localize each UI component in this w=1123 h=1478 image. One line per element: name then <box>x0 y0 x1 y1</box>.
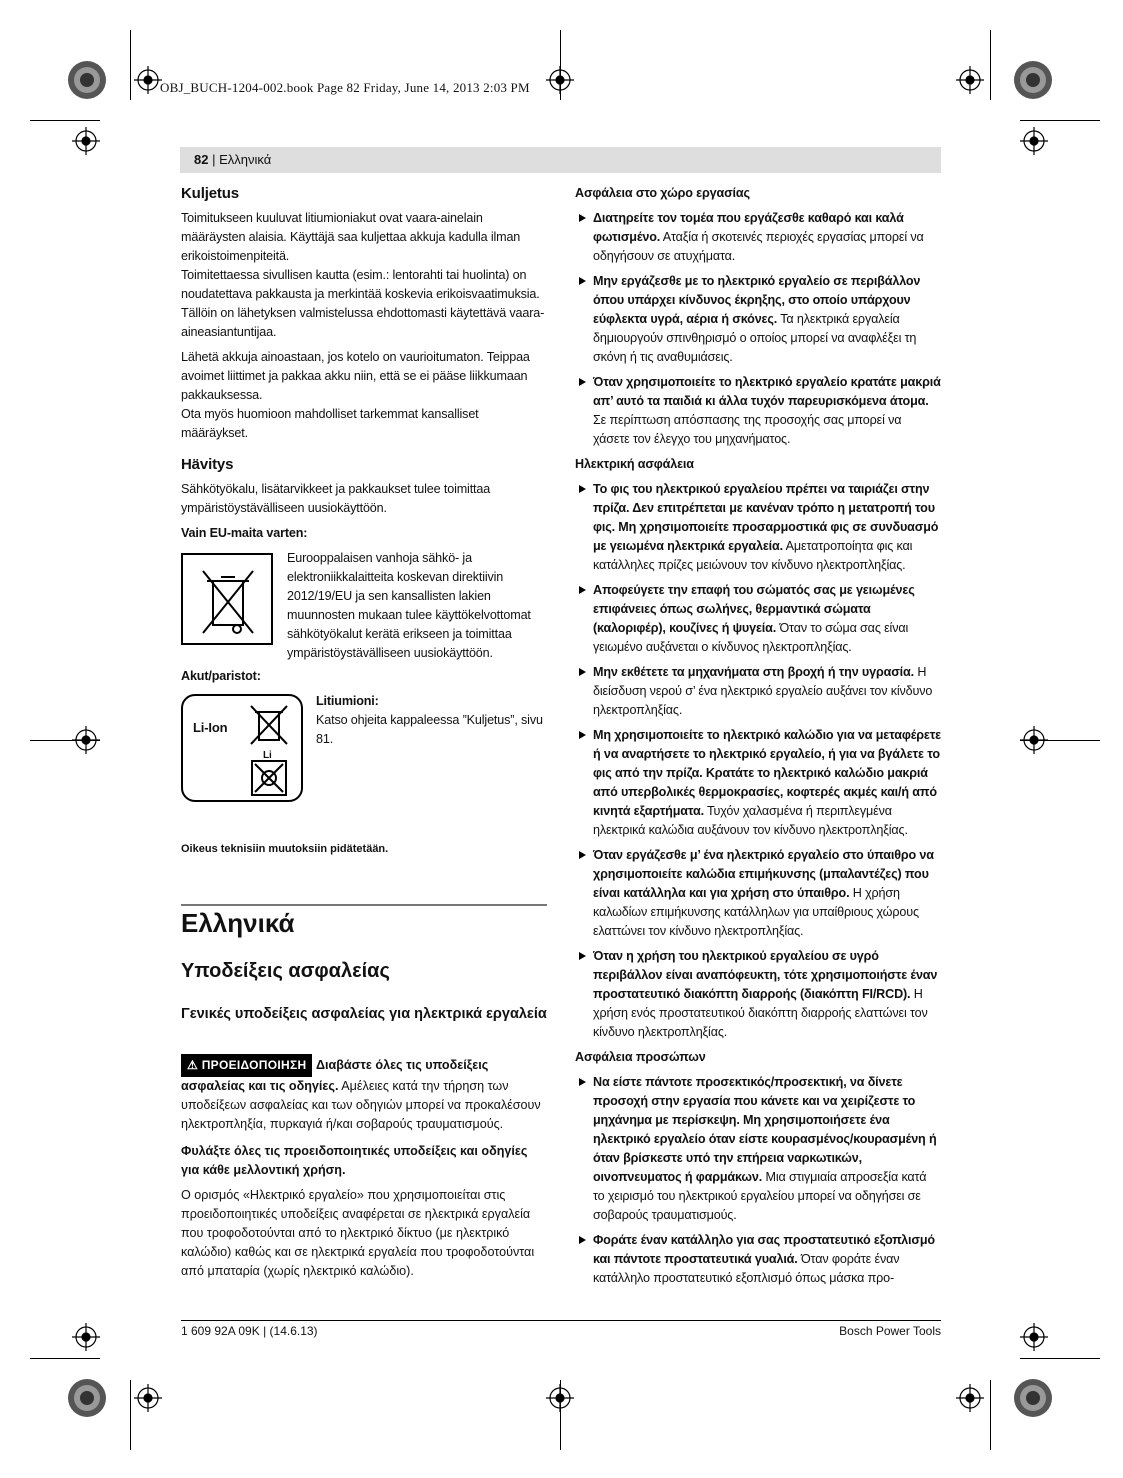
bullet-item <box>575 726 941 840</box>
footer-rule <box>181 1320 941 1321</box>
electrical-title: Ηλεκτρική ασφάλεια <box>575 457 694 471</box>
eu-block <box>181 549 547 667</box>
bullet-text: Αταξία ή σκοτεινές περιοχές εργασίας μπορεί να οδηγήσουν σε ατυχήματα. <box>593 230 924 263</box>
rights-notice: Oikeus teknisiin muutoksiin pidätetään. <box>181 843 389 855</box>
bullet-text: Η χρήση ενός προστατευτικού διακόπτη διαρροής ελαττώνει τον κίνδυνο ηλεκτροπληξίας. <box>593 987 928 1039</box>
bullet-item <box>575 581 941 657</box>
liion-block <box>181 692 547 802</box>
weee-bin-icon <box>181 553 273 645</box>
bullet-bold: Να είστε πάντοτε προσεκτικός/προσεκτική, να δίνετε προσοχή στην εργασία που κάνετε και να χειρίζεστε το μηχάνημα με περίσκεψη. Μη χρησιμοποιήσετε ένα ηλεκτρικό εργαλείο όταν είστε κουρασμένος/κουρασμένη ή όταν βρίσκεστε υπό την επήρεια ναρκωτικών, οινοπνευματος ή φαρμάκων. <box>593 1075 937 1184</box>
left-column <box>181 184 547 802</box>
bullet-bold: Όταν χρησιμοποιείτε το ηλεκτρικό εργαλείο κρατάτε μακριά απ’ αυτό τα παιδιά κι άλλα τυχόν παρευρισκόμενα άτομα. <box>593 375 941 408</box>
bullet-text: Όταν το σώμα σας είναι γειωμένο αυξάνεται ο κίνδυνος ηλεκτροπληξίας. <box>593 621 909 654</box>
bullet-item <box>575 209 941 266</box>
header-section: Ελληνικά <box>219 152 272 167</box>
liion-text: Katso ohjeita kappaleessa ”Kuljetus”, sivu 81. <box>316 713 543 746</box>
bullet-item <box>575 1073 941 1225</box>
warning-badge: ⚠ ΠΡΟΕΙΔΟΠΟΙΗΣΗ <box>181 1054 312 1077</box>
transport-title: Kuljetus <box>181 185 239 202</box>
page-header: 82 | Ελληνικά <box>180 147 941 173</box>
recycle-battery-icon <box>251 760 287 796</box>
bullet-text: Η χρήση καλωδίων επιμήκυνσης κατάλληλων για υπαίθριους χώρους ελαττώνει τον κίνδυνο ηλεκτροπληξίας. <box>593 886 919 938</box>
eu-text: Eurooppalaisen vanhoja sähkö- ja elektroniikkalaitteita koskevan direktiivin 2012/19/EU ja sen kansallisten lakien muunnosten mukaan tulee käyttökelvottomat sähkötyökalut kerätä erikseen ja toimittaa ympäristöystävälliseen uusiokäyttöön. <box>287 551 531 660</box>
bullet-text: Η διείσδυση νερού σ’ ένα ηλεκτρικό εργαλείο αυξάνει τον κίνδυνο ηλεκτροπληξίας. <box>593 665 933 717</box>
warning-bold: Διαβάστε όλες τις υποδείξεις ασφαλείας και τις οδηγίες. <box>181 1058 489 1093</box>
section-divider <box>181 904 547 906</box>
transport-p2: Toimitettaessa sivullisen kautta (esim.: lentorahti tai huolinta) on noudatettava pakkausta ja merkintää koskevia erikoisvaatimuksia. Tällöin on lähetyksen valmistelussa ehdottomasti käytettävä vaara-aineasiantuntijaa. <box>181 268 545 339</box>
bullet-bold: Αποφεύγετε την επαφή του σώματός σας με γειωμένες επιφάνειες όπως σωλήνες, θερμαντικά σώματα (καλοριφέρ), κουζίνες ή ψυγεία. <box>593 583 915 635</box>
bullet-bold: Όταν η χρήση του ηλεκτρικού εργαλείου σε υγρό περιβάλλον είναι αναπόφευκτη, τότε χρησιμοποιήστε έναν προστατευτικό διακόπτη διαρροής (διακόπτη FI/RCD). <box>593 949 938 1001</box>
page-number: 82 <box>194 152 209 167</box>
disposal-p1: Sähkötyökalu, lisätarvikkeet ja pakkaukset tulee toimittaa ympäristöystävälliseen uusiokäyttöön. <box>181 482 491 515</box>
batteries-title: Akut/paristot: <box>181 669 261 683</box>
keep-instructions: Φυλάξτε όλες τις προειδοποιητικές υποδείξεις και οδηγίες για κάθε μελλοντική χρήση. <box>181 1144 528 1177</box>
bullet-text: Μια στιγμιαία απροσεξία κατά το χειρισμό του ηλεκτρικού εργαλείου μπορεί να οδηγήσει σε σοβαρούς τραυματισμούς. <box>593 1170 927 1222</box>
bullet-bold: Μη χρησιμοποιείτε το ηλεκτρικό καλώδιο για να μεταφέρετε ή να αναρτήσετε το ηλεκτρικό εργαλείο, ή για να βγάλετε το φις από την πρίζα. Κρατάτε το ηλεκτρικό καλώδιο μακριά από υπερβολικές θερμοκρασίες, κοφτερές ακμές και/ή από κινητά εξαρτήματα. <box>593 728 941 818</box>
liion-symbol <box>181 694 303 802</box>
bullet-item <box>575 947 941 1042</box>
greek-section-title: Ελληνικά <box>181 908 295 938</box>
bullet-item <box>575 272 941 367</box>
bullet-item <box>575 1231 941 1288</box>
eu-title: Vain EU-maita varten: <box>181 526 308 540</box>
warning-text: Αμέλειες κατά την τήρηση των υποδείξεων ασφαλείας και των οδηγιών μπορεί να προκαλέσουν ηλεκτροπληξία, πυρκαγιά ή/και σοβαρούς τραυματισμούς. <box>181 1079 541 1131</box>
bullet-text: Αμετατροποίητα φις και κατάλληλες πρίζες μειώνουν τον κίνδυνο ηλεκτροπληξίας. <box>593 539 913 572</box>
bullet-bold: Το φις του ηλεκτρικού εργαλείου πρέπει να ταιριάζει στην πρίζα. Δεν επιτρέπεται με κανέναν τρόπο η μετατροπή του φις. Μη χρησιμοποιείτε προσαρμοστικά φις σε συνδυασμό με γειωμένα ηλεκτρικά εργαλεία. <box>593 482 939 553</box>
bullet-text: Όταν φοράτε έναν κατάλληλο προστατευτικό εξοπλισμό όπως μάσκα προ- <box>593 1252 900 1285</box>
bullet-bold: Μην εκθέτετε τα μηχανήματα στη βροχή ή την υγρασία. <box>593 665 914 679</box>
bullet-item <box>575 480 941 575</box>
print-header: OBJ_BUCH-1204-002.book Page 82 Friday, June 14, 2013 2:03 PM <box>160 80 530 95</box>
bullet-item <box>575 663 941 720</box>
bullet-bold: Διατηρείτε τον τομέα που εργάζεσθε καθαρό και καλά φωτισμένο. <box>593 211 904 244</box>
personal-list <box>575 1073 941 1288</box>
bullet-text: Τα ηλεκτρικά εργαλεία δημιουργούν σπινθηρισμό ο οποίος μπορεί να αναφλέξει τη σκόνη ή τις αναθυμιάσεις. <box>593 312 917 364</box>
bullet-bold: Φοράτε έναν κατάλληλο για σας προστατευτικό εξοπλισμό και πάντοτε προστατευτικά γυαλιά. <box>593 1233 935 1266</box>
work-area-list <box>575 209 941 449</box>
safety-title: Υποδείξεις ασφαλείας <box>181 960 390 982</box>
li-small-label: Li <box>263 750 272 761</box>
transport-p1: Toimitukseen kuuluvat litiumioniakut ovat vaara-ainelain määräysten alaisia. Käyttäjä saa kuljettaa akkuja kadulla ilman erikoistoimenpiteitä. <box>181 211 521 263</box>
warning-block <box>181 1054 547 1281</box>
work-area-title: Ασφάλεια στο χώρο εργασίας <box>575 186 750 200</box>
right-column <box>575 184 941 1294</box>
footer-right: Bosch Power Tools <box>839 1324 941 1338</box>
transport-p3: Lähetä akkuja ainoastaan, jos kotelo on vaurioitumaton. Teippaa avoimet liittimet ja pakkaa akku niin, että se ei pääse liikkumaan pakkauksessa. <box>181 350 530 402</box>
electrical-list <box>575 480 941 1042</box>
bullet-text: Τυχόν χαλασμένα ή περιπλεγμένα ηλεκτρικά καλώδια αυξάνουν τον κίνδυνο ηλεκτροπληξίας. <box>593 804 908 837</box>
personal-title: Ασφάλεια προσώπων <box>575 1050 706 1064</box>
bullet-item <box>575 373 941 449</box>
transport-p4: Ota myös huomioon mahdolliset tarkemmat kansalliset määräykset. <box>181 407 479 440</box>
term-definition: Ο ορισμός «Ηλεκτρικό εργαλείο» που χρησιμοποιείται στις προειδοποιητικές υποδείξεις αναφέρεται σε ηλεκτρικά εργαλεία που τροφοδοτούνται από το ηλεκτρικό δίκτυο (με ηλεκτρικό καλώδιο) καθώς και σε ηλεκτρικά εργαλεία που τροφοδοτούνται από μπαταρία (χωρίς ηλεκτρικό καλώδιο). <box>181 1188 535 1278</box>
disposal-title: Hävitys <box>181 456 234 473</box>
general-safety-title: Γενικές υποδείξεις ασφαλείας για ηλεκτρικά εργαλεία <box>181 1006 547 1022</box>
bullet-item <box>575 846 941 941</box>
liion-title: Litiumioni: <box>316 694 379 708</box>
bullet-bold: Όταν εργάζεσθε μ’ ένα ηλεκτρικό εργαλείο στο ύπαιθρο να χρησιμοποιείτε καλώδια επιμήκυνσης (μπαλαντέζες) που είναι κατάλληλα και για χρήση στο ύπαιθρο. <box>593 848 934 900</box>
footer-left: 1 609 92A 09K | (14.6.13) <box>181 1324 318 1338</box>
liion-label: Li-Ion <box>193 720 228 735</box>
bullet-bold: Μην εργάζεσθε με το ηλεκτρικό εργαλείο σε περιβάλλον όπου υπάρχει κίνδυνος έκρηξης, στο οποίο υπάρχουν εύφλεκτα υγρά, αέρια ή σκόνες. <box>593 274 921 326</box>
bullet-text: Σε περίπτωση απόσπασης της προσοχής σας μπορεί να χάσετε τον έλεγχο του μηχανήματος. <box>593 413 902 446</box>
